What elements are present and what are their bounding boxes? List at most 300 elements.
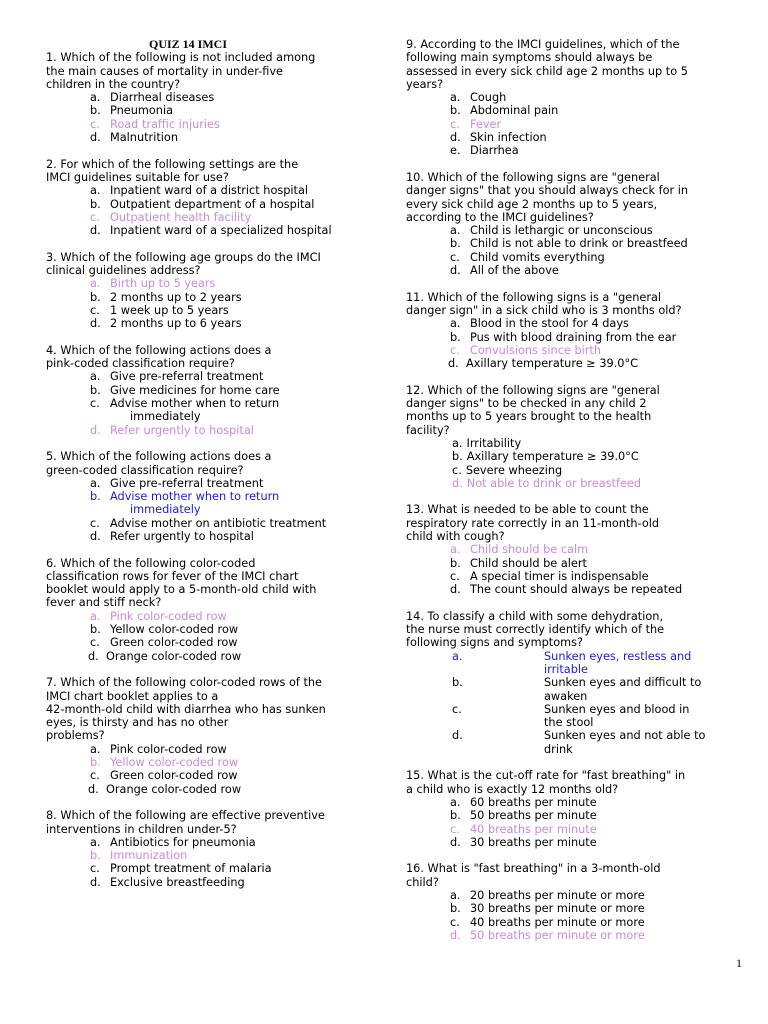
option-letter: d. (90, 131, 101, 145)
option-text (467, 477, 728, 490)
question-text-line: 2. For which of the following settings are the (46, 157, 299, 171)
option-letter: b. (90, 490, 101, 504)
answer-option (46, 623, 364, 636)
option-letter: a. (450, 224, 461, 238)
option-text-main: Sunken eyes, restless and (544, 649, 692, 663)
question-text-line: 1. Which of the following is not included among (46, 51, 316, 65)
question-text-line: 6. Which of the following color-coded (46, 556, 256, 570)
option-letter: c. (90, 210, 100, 224)
option-letter: c. (450, 915, 460, 929)
option-text-main: Green color-coded row (110, 769, 238, 783)
question-text-line: 12. Which of the following signs are "general (406, 383, 660, 397)
option-text-main: Child is lethargic or unconscious (470, 224, 653, 238)
option-text-main: Pink color-coded row (110, 742, 227, 756)
option-letter: c. (90, 862, 100, 876)
answer-option (406, 357, 728, 370)
option-letter: b. (452, 676, 463, 690)
option-letter: d. (88, 782, 99, 796)
option-text-main: Yellow color-coded row (110, 623, 239, 637)
answer-option (46, 650, 364, 663)
option-text (110, 131, 364, 144)
option-text-main: Diarrheal diseases (110, 91, 215, 105)
question-block (46, 557, 364, 663)
question-text-line: classification rows for fever of the IMCI chart (46, 569, 299, 583)
option-letter: d. (450, 264, 461, 278)
option-text-main: Sunken eyes and blood in (544, 702, 690, 716)
question-text-line: respiratory rate correctly in an 11-month-old (406, 516, 660, 530)
option-letter: b. (450, 556, 461, 570)
answer-option (406, 91, 728, 104)
option-text-main: Child should be alert (470, 556, 587, 570)
option-text-main: Give medicines for home care (110, 383, 280, 397)
answer-option (406, 570, 728, 583)
option-text (110, 743, 364, 756)
option-text-main: 60 breaths per minute (470, 795, 597, 809)
option-letter: d. (90, 423, 101, 437)
answer-option (46, 118, 364, 131)
option-text-main: 2 months up to 2 years (110, 290, 242, 304)
question-text-line: eyes, is thirsty and has no other (46, 716, 229, 730)
option-text-main: Inpatient ward of a specialized hospital (110, 224, 332, 238)
question-text-line: 16. What is "fast breathing" in a 3-month-old (406, 862, 661, 876)
question-text-line: IMCI chart booklet applies to a (46, 689, 219, 703)
option-text (110, 317, 364, 330)
answer-option (406, 889, 728, 902)
question-text-line: pink-coded classification require? (46, 357, 235, 371)
option-text-main: Inpatient ward of a district hospital (110, 184, 309, 198)
option-text-main: Prompt treatment of malaria (110, 862, 272, 876)
option-letter: b. (90, 383, 101, 397)
option-text (544, 650, 728, 677)
answer-option (46, 756, 364, 769)
option-text-main: Irritability (466, 436, 522, 450)
option-text-main: 50 breaths per minute (470, 809, 597, 823)
option-text (110, 424, 364, 437)
option-text (470, 902, 728, 915)
answer-option (406, 543, 728, 556)
option-letter: d. (88, 649, 99, 663)
option-text-main: Green color-coded row (110, 636, 238, 650)
answer-option (406, 650, 728, 677)
question-text-line: years? (406, 77, 444, 91)
question-block (46, 450, 364, 543)
option-text (110, 623, 364, 636)
option-text (110, 291, 364, 304)
option-text (110, 184, 364, 197)
option-text (110, 211, 364, 224)
option-text-main: Sunken eyes and difficult to (544, 676, 702, 690)
option-text-main: Diarrhea (470, 144, 519, 158)
option-text (106, 650, 364, 663)
question-block (406, 291, 728, 371)
question-text-line: interventions in children under-5? (46, 822, 237, 836)
option-letter: b. (90, 197, 101, 211)
quiz-title: QUIZ 14 IMCI (148, 37, 227, 51)
option-text (470, 796, 728, 809)
option-text-main: Child should be calm (470, 543, 589, 557)
answer-option (406, 836, 728, 849)
question-text-line: assessed in every sick child age 2 months up to 5 (406, 64, 688, 78)
option-text-main: Axillary temperature ≥ 39.0°C (466, 357, 639, 371)
option-text (110, 304, 364, 317)
answer-option (46, 277, 364, 290)
option-text-main: Axillary temperature ≥ 39.0°C (466, 450, 639, 464)
option-text (106, 783, 364, 796)
answer-option (406, 676, 728, 703)
answer-option (46, 397, 364, 424)
answer-option (46, 104, 364, 117)
option-text (110, 636, 364, 649)
option-letter: d. (450, 928, 461, 942)
option-text (110, 477, 364, 490)
answer-option (406, 902, 728, 915)
option-letter: a. (90, 370, 101, 384)
option-text-main: 40 breaths per minute (470, 822, 597, 836)
answer-option (46, 224, 364, 237)
option-text (470, 104, 728, 117)
question-text-line: IMCI guidelines suitable for use? (46, 170, 229, 184)
option-text (110, 224, 364, 237)
question-block (406, 38, 728, 158)
option-letter: a. (90, 277, 101, 291)
option-text-main: Malnutrition (110, 131, 178, 145)
option-text-main: Advise mother when to return (110, 490, 280, 504)
option-text (544, 729, 728, 756)
option-text-main: Outpatient health facility (110, 210, 252, 224)
answer-option (406, 916, 728, 929)
option-text-main: Not able to drink or breastfeed (466, 476, 642, 490)
option-text-main: Sunken eyes and not able to (544, 729, 706, 743)
option-text-main: Advise mother on antibiotic treatment (110, 516, 327, 530)
answer-option (406, 104, 728, 117)
answer-option (406, 557, 728, 570)
option-text (467, 450, 728, 463)
option-text-main: 20 breaths per minute or more (470, 889, 645, 902)
answer-option (46, 131, 364, 144)
question-text-line: 14. To classify a child with some dehydration, (406, 609, 664, 623)
question-text-line: 10. Which of the following signs are "general (406, 170, 660, 184)
option-text-main: Refer urgently to hospital (110, 529, 254, 543)
option-text-main: Outpatient department of a hospital (110, 197, 315, 211)
option-text (110, 610, 364, 623)
answer-option (46, 291, 364, 304)
option-letter: c. (452, 702, 462, 716)
question-text-line: children in the country? (46, 77, 181, 91)
option-text-continuation: the stool (544, 716, 594, 730)
question-block (46, 809, 364, 889)
question-block (406, 769, 728, 849)
answer-option (46, 876, 364, 889)
option-text (470, 543, 728, 556)
question-text-line: 11. Which of the following signs is a "general (406, 290, 662, 304)
answer-option (406, 131, 728, 144)
option-text (470, 91, 728, 104)
option-text (470, 224, 728, 237)
answer-option (406, 344, 728, 357)
question-block (406, 503, 728, 596)
answer-option (406, 317, 728, 330)
option-text-main: 40 breaths per minute or more (470, 915, 645, 929)
option-letter: b. (90, 290, 101, 304)
option-text-main: Advise mother when to return (110, 397, 280, 411)
option-letter: e. (450, 144, 461, 158)
option-letter: a. (450, 317, 461, 331)
answer-option (406, 703, 728, 730)
answer-option (406, 450, 728, 463)
option-letter: d. (450, 835, 461, 849)
question-text-line: 5. Which of the following actions does a (46, 450, 272, 464)
left-column (46, 38, 364, 902)
option-text-continuation: awaken (544, 689, 588, 703)
option-text-main: Fever (470, 117, 502, 131)
option-text-main: 2 months up to 6 years (110, 317, 242, 331)
option-text-main: Antibiotics for pneumonia (110, 835, 256, 849)
option-text (110, 198, 364, 211)
question-block (406, 171, 728, 277)
answer-option (406, 224, 728, 237)
option-text (110, 530, 364, 543)
option-letter: b. (90, 104, 101, 118)
question-text-line: green-coded classification require? (46, 463, 244, 477)
option-text-main: 50 breaths per minute or more (470, 928, 645, 942)
option-text-main: All of the above (470, 264, 559, 278)
option-text-main: Pus with blood draining from the ear (470, 330, 677, 344)
option-text (110, 517, 364, 530)
option-letter: c. (90, 117, 100, 131)
answer-option (46, 783, 364, 796)
answer-option (46, 184, 364, 197)
option-text (466, 357, 728, 370)
answer-option (46, 198, 364, 211)
question-text-line: 3. Which of the following age groups do the IMCI (46, 250, 321, 264)
option-text-main: Birth up to 5 years (110, 277, 216, 291)
option-letter: d. (90, 875, 101, 889)
answer-option (406, 464, 728, 477)
answer-option (46, 849, 364, 862)
option-text-main: Give pre-referral treatment (110, 370, 264, 384)
answer-option (46, 211, 364, 224)
question-block (46, 51, 364, 144)
question-text-line: the main causes of mortality in under-five (46, 64, 284, 78)
option-letter: b. (450, 902, 461, 916)
option-text-main: The count should always be repeated (470, 583, 683, 597)
answer-option (406, 477, 728, 490)
option-text (544, 703, 728, 730)
answer-option (46, 370, 364, 383)
page-number: 1 (736, 956, 742, 970)
option-text-main: 1 week up to 5 years (110, 303, 229, 317)
option-text-main: Cough (470, 91, 507, 105)
answer-option (406, 237, 728, 250)
answer-option (46, 424, 364, 437)
option-letter: d. (90, 317, 101, 331)
option-text (110, 370, 364, 383)
answer-option (406, 251, 728, 264)
option-letter: c. (450, 250, 460, 264)
question-block (406, 384, 728, 490)
option-text (110, 397, 364, 424)
option-letter: c. (90, 303, 100, 317)
option-text (110, 384, 364, 397)
answer-option (406, 264, 728, 277)
question-text-line: danger signs" that you should always check for in (406, 184, 689, 198)
option-letter: c. (90, 636, 100, 650)
option-text (470, 557, 728, 570)
question-text-line: 8. Which of the following are effective preventive (46, 809, 325, 823)
answer-option (46, 743, 364, 756)
option-text-main: Orange color-coded row (106, 649, 242, 663)
option-letter: c. (90, 516, 100, 530)
question-text-line: following signs and symptoms? (406, 636, 584, 650)
option-letter: c. (450, 117, 460, 131)
option-text (110, 862, 364, 875)
question-text-line: months up to 5 years brought to the health (406, 410, 652, 424)
answer-option (406, 331, 728, 344)
option-letter: d. (450, 131, 461, 145)
answer-option (46, 384, 364, 397)
option-text (470, 237, 728, 250)
option-text (110, 277, 364, 290)
question-text-line: 7. Which of the following color-coded rows of the (46, 676, 323, 690)
question-block (46, 676, 364, 796)
answer-option (406, 583, 728, 596)
option-letter: a. (90, 476, 101, 490)
option-text (470, 251, 728, 264)
option-text-main: Blood in the stool for 4 days (470, 317, 629, 331)
option-letter: a. (90, 835, 101, 849)
question-text-line: 42-month-old child with diarrhea who has sunken (46, 702, 326, 716)
option-text (110, 876, 364, 889)
option-text (110, 836, 364, 849)
option-text-main: Abdominal pain (470, 104, 559, 118)
option-letter: a. (452, 436, 463, 450)
question-text-line: 13. What is needed to be able to count the (406, 503, 649, 517)
option-letter: d. (452, 729, 463, 743)
option-text-continuation: drink (544, 742, 573, 756)
answer-option (46, 317, 364, 330)
option-text (470, 331, 728, 344)
right-column (406, 38, 728, 955)
option-text (470, 264, 728, 277)
question-text-line: 9. According to the IMCI guidelines, which of the (406, 38, 680, 51)
option-text-main: Pneumonia (110, 104, 174, 118)
option-text-main: 30 breaths per minute (470, 835, 597, 849)
option-text-continuation: immediately (130, 503, 201, 517)
answer-option (46, 636, 364, 649)
option-letter: d. (452, 476, 463, 490)
question-text-line: danger signs" to be checked in any child 2 (406, 397, 647, 411)
answer-option (406, 118, 728, 131)
answer-option (46, 862, 364, 875)
option-letter: a. (90, 609, 101, 623)
answer-option (406, 823, 728, 836)
option-letter: b. (90, 623, 101, 637)
answer-option (406, 729, 728, 756)
option-text-main: Exclusive breastfeeding (110, 875, 245, 889)
question-text-line: child? (406, 875, 439, 889)
option-text (470, 583, 728, 596)
option-letter: a. (90, 184, 101, 198)
question-block (406, 862, 728, 942)
answer-option (46, 836, 364, 849)
option-text-main: Road traffic injuries (110, 117, 220, 131)
option-text (110, 118, 364, 131)
option-text-main: Skin infection (470, 131, 547, 145)
question-text-line: every sick child age 2 months up to 5 years, (406, 197, 658, 211)
answer-option (406, 796, 728, 809)
option-text (110, 490, 364, 517)
option-letter: b. (450, 237, 461, 251)
option-text (110, 849, 364, 862)
answer-option (406, 929, 728, 942)
option-text (470, 131, 728, 144)
option-letter: a. (450, 889, 461, 902)
option-letter: b. (450, 104, 461, 118)
question-text-line: clinical guidelines address? (46, 264, 201, 278)
question-text-line: 4. Which of the following actions does a (46, 343, 272, 357)
question-text-line: 15. What is the cut-off rate for "fast breathing" in (406, 769, 686, 783)
answer-option (46, 91, 364, 104)
option-letter: a. (90, 742, 101, 756)
question-text-line: problems? (46, 729, 105, 743)
option-text (470, 317, 728, 330)
option-text-main: Orange color-coded row (106, 782, 242, 796)
option-text (544, 676, 728, 703)
answer-option (46, 530, 364, 543)
option-text-continuation: immediately (130, 410, 201, 424)
option-text (470, 889, 728, 902)
option-letter: b. (90, 756, 101, 770)
option-text-main: Severe wheezing (465, 463, 563, 477)
option-letter: d. (90, 224, 101, 238)
question-text-line: facility? (406, 423, 450, 437)
option-letter: a. (452, 649, 463, 663)
option-text-main: Convulsions since birth (470, 343, 601, 357)
question-text-line: booklet would apply to a 5-month-old child with (46, 583, 317, 597)
option-text-main: Yellow color-coded row (110, 756, 239, 770)
answer-option (46, 304, 364, 317)
option-letter: c. (452, 463, 462, 477)
option-letter: a. (90, 91, 101, 105)
option-text-main: Immunization (110, 849, 188, 863)
option-text (470, 916, 728, 929)
option-text-main: Child is not able to drink or breastfeed (470, 237, 688, 251)
question-text-line: child with cough? (406, 529, 505, 543)
option-text (470, 118, 728, 131)
option-letter: d. (90, 529, 101, 543)
option-letter: b. (450, 330, 461, 344)
option-text (470, 344, 728, 357)
option-text-continuation: irritable (544, 662, 588, 676)
question-text-line: danger sign" in a sick child who is 3 months old? (406, 303, 682, 317)
option-letter: d. (450, 583, 461, 597)
option-letter: c. (450, 343, 460, 357)
answer-option (406, 809, 728, 822)
option-letter: c. (450, 822, 460, 836)
option-text (467, 437, 728, 450)
answer-option (46, 517, 364, 530)
answer-option (46, 610, 364, 623)
question-block (46, 251, 364, 331)
question-text-line: a child who is exactly 12 months old? (406, 782, 619, 796)
answer-option (406, 144, 728, 157)
option-text (110, 104, 364, 117)
option-text (470, 836, 728, 849)
answer-option (406, 437, 728, 450)
answer-option (46, 769, 364, 782)
option-letter: c. (90, 769, 100, 783)
option-text (110, 756, 364, 769)
